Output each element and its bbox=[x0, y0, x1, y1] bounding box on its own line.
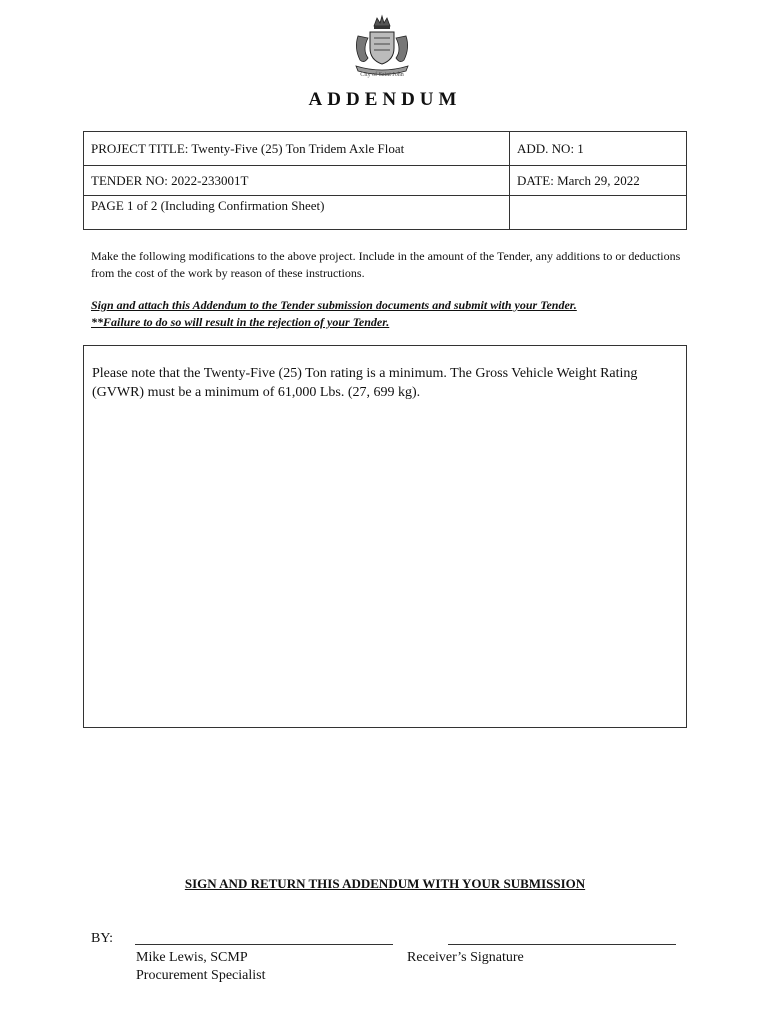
add-no-cell: ADD. NO: 1 bbox=[510, 132, 687, 166]
page-count-cell: PAGE 1 of 2 (Including Confirmation Sheet) bbox=[84, 196, 510, 230]
empty-cell bbox=[510, 196, 687, 230]
project-info-table bbox=[83, 131, 687, 230]
signer-title: Procurement Specialist bbox=[136, 968, 266, 983]
warning-line-1: Sign and attach this Addendum to the Tender submission documents and submit with your Tender. bbox=[91, 298, 577, 312]
project-title-cell: PROJECT TITLE: Twenty-Five (25) Ton Tridem Axle Float bbox=[84, 132, 510, 166]
by-label: BY: bbox=[91, 931, 114, 946]
tender-no-cell: TENDER NO: 2022-233001T bbox=[84, 166, 510, 196]
warning-line-2: **Failure to do so will result in the rejection of your Tender. bbox=[91, 315, 390, 329]
signer-signature-line bbox=[135, 944, 393, 945]
modification-text: Please note that the Twenty-Five (25) Ton rating is a minimum. The Gross Vehicle Weight Rating (GVWR) must be a minimum of 61,000 Lbs. (27, 699 kg). bbox=[92, 366, 638, 400]
sign-return-heading: SIGN AND RETURN THIS ADDENDUM WITH YOUR SUBMISSION bbox=[184, 876, 586, 891]
receiver-signature-line bbox=[448, 944, 676, 945]
modification-box bbox=[83, 345, 687, 728]
logo-caption: City of Saint John bbox=[360, 72, 404, 78]
signer-name: Mike Lewis, SCMP bbox=[136, 950, 248, 965]
instructions-text: Make the following modifications to the above project. Include in the amount of the Tender, any additions to or deductions from the cost of the work by reason of these instructions. bbox=[91, 249, 681, 280]
date-cell: DATE: March 29, 2022 bbox=[510, 166, 687, 196]
warning-text bbox=[91, 297, 691, 331]
receiver-signature-label: Receiver’s Signature bbox=[407, 950, 524, 965]
document-title: ADDENDUM bbox=[308, 89, 462, 110]
